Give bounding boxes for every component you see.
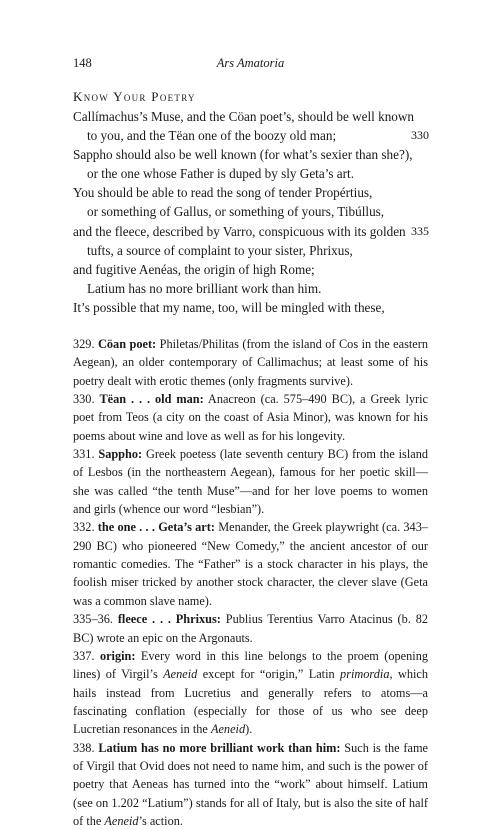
note-number: 330. <box>73 392 100 407</box>
note-text: Publius Terentius Varro Atacinus (b. 82 BC) wrote an epic on the Argonauts. <box>73 612 428 645</box>
poem-line-text: or something of Gallus, or something of yours, Tibúllus, <box>87 204 385 220</box>
poem-line-text: Latium has no more brilliant work than him. <box>87 280 322 296</box>
note-number: 335–36. <box>73 612 118 627</box>
poem-line-text: to you, and the Tëan one of the boozy old man; <box>87 128 337 144</box>
note-number: 331. <box>73 447 99 462</box>
note-lemma: Cöan poet: <box>98 337 157 351</box>
note-italic-title: Aeneid <box>163 667 198 682</box>
commentary-note <box>73 518 428 610</box>
running-title: Ars Amatoria <box>216 56 285 70</box>
note-lemma: Tëan . . . old man: <box>99 392 204 407</box>
note-italic-title: primordia <box>340 667 390 682</box>
poem-line-text: You should be able to read the song of tender Propértius, <box>73 185 373 201</box>
poem-line <box>73 145 428 164</box>
poem-line <box>73 164 428 183</box>
note-lemma: Sappho: <box>98 447 143 462</box>
note-text: ’s action. <box>138 813 183 828</box>
poem-line-text: and fugitive Aenéas, the origin of high Rome; <box>73 261 315 277</box>
poem-line <box>73 241 428 260</box>
note-text: Philetas/Philitas (from the island of Cos in the eastern Aegean), an older contemporary of Callimachus; at least some of his poetry dealt with erotic themes (only fragments survive). <box>73 337 428 388</box>
page-header <box>73 56 428 72</box>
poem-line-text: It’s possible that my name, too, will be mingled with these, <box>73 299 385 315</box>
page-number: 148 <box>73 56 92 70</box>
note-text: Menander, the Greek playwright (ca. 343–290 BC) who pioneered “New Comedy,” the ancient ancestor of our romantic comedies. The “Father” is a stock character in his plays, the foolish miser tricked by another stock character, the clever slave (Geta was a common slave name). <box>73 520 428 608</box>
commentary-note <box>73 647 428 739</box>
note-text: Greek poetess (late seventh century BC) from the island of Lesbos (in the northeastern Aegean), famous for her poetic skill—she was called “the tenth Muse”—and for her love poems to women and girls (whence our word “lesbian”). <box>73 447 428 517</box>
poem-line <box>73 279 428 298</box>
note-italic-title: Aeneid <box>104 813 139 828</box>
line-number: 330 <box>411 128 429 143</box>
note-text: except for “origin,” Latin <box>197 667 341 682</box>
note-lemma: the one . . . Geta’s art: <box>97 520 215 535</box>
note-text: Anacreon (ca. 575–490 BC), a Greek lyric poet from Teos (a city on the coast of Asia Minor), was known for his poems about wine and love as well as for his longevity. <box>73 392 429 443</box>
note-number: 338. <box>73 740 99 755</box>
poem-line-text: Callímachus’s Muse, and the Cöan poet’s, should be well known <box>73 109 414 124</box>
poem-line <box>73 107 428 126</box>
poem-line <box>73 260 428 279</box>
note-text: Every word in this line belongs to the proem (opening lines) of Virgil’s <box>73 648 428 682</box>
note-number: 329. <box>73 337 99 351</box>
note-lemma: fleece . . . Phrixus: <box>117 612 221 627</box>
poem-line <box>73 183 428 202</box>
commentary-note <box>73 610 428 647</box>
poem-line-text: or the one whose Father is duped by sly Geta’s art. <box>87 166 354 182</box>
note-text: , which hails instead from Lucretius and generally refers to atoms—a fascinating conflation (especially for those of us who see deep Lucretian resonances in the <box>73 667 428 737</box>
poem-line <box>73 202 428 221</box>
section-heading: Know Your Poetry <box>73 89 196 104</box>
note-lemma: Latium has no more brilliant work than him: <box>98 740 341 755</box>
poem-line-text: and the fleece, described by Varro, conspicuous with its golden <box>73 223 406 239</box>
commentary-note <box>73 390 428 445</box>
line-number: 335 <box>411 223 429 238</box>
note-italic-title: Aeneid <box>210 722 246 737</box>
note-number: 332. <box>73 520 98 535</box>
poem-line <box>73 298 428 317</box>
poem-line <box>73 126 428 145</box>
commentary-note <box>73 739 428 830</box>
commentary-note <box>73 335 428 390</box>
poem-line-text: Sappho should also be well known (for what’s sexier than she?), <box>73 147 413 163</box>
poem-line-text: tufts, a source of complaint to your sister, Phrixus, <box>87 242 353 258</box>
poem-line <box>73 222 428 241</box>
note-text: ). <box>245 722 253 737</box>
note-number: 337. <box>73 648 100 663</box>
poem-text <box>73 107 428 317</box>
note-lemma: origin: <box>99 648 136 663</box>
commentary-notes <box>73 335 428 830</box>
note-text: Such is the fame of Virgil that Ovid does not need to name him, and such is the power of poetry that Aeneas has turned into the “work” about himself. Latium (see on 1.202 “Latium”) stands for all of Italy, but is also the site of half of the <box>73 740 428 828</box>
commentary-note <box>73 445 428 518</box>
